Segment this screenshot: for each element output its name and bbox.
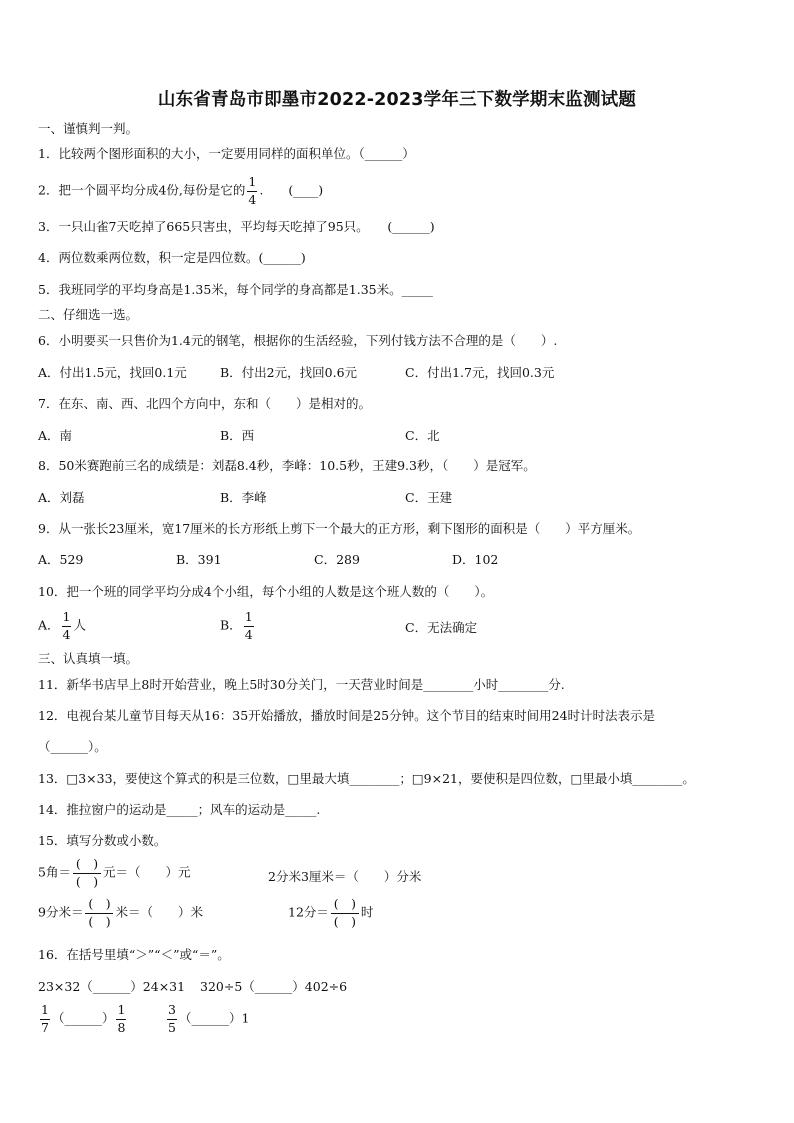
question-2 [38,176,323,206]
q7-option-a: A．南 [38,428,73,443]
q15-text: 5角＝ [38,864,71,880]
fraction-denominator: 7 [41,1019,49,1035]
question-3: 3．一只山雀7天吃掉了665只害虫，平均每天吃掉了95只。 (______) [38,219,435,234]
comparison-blank: （______） [51,1010,115,1026]
q16-item-1: 23×32（______）24×31 [38,979,186,994]
fraction-denominator: 5 [168,1019,176,1035]
fraction [167,1004,177,1034]
question-8: 8．50米赛跑前三名的成绩是：刘磊8.4秒，李峰：10.5秒，王建9.3秒，（ ）是冠军。 [38,458,536,473]
question-6: 6．小明要买一只售价为1.4元的钢笔，根据你的生活经验，下列付钱方法不合理的是（ ）. [38,333,558,348]
q9-option-c: C．289 [314,552,360,567]
section-heading-3: 三、认真填一填。 [38,651,139,666]
q15-item-2: 2分米3厘米＝（ ）分米 [268,869,422,884]
question-2-text: 2．把一个圆平均分成4份,每份是它的 [38,182,246,198]
q15-text: 12分＝ [288,904,329,920]
q7-option-b: B．西 [220,428,255,443]
fraction-numerator: ( ) [88,896,111,911]
fraction [244,611,254,641]
fraction-numerator: 3 [168,1002,176,1017]
q9-option-d: D．102 [452,552,499,567]
q6-option-c: C．付出1.7元，找回0.3元 [405,365,555,380]
question-5: 5．我班同学的平均身高是1.35米，每个同学的身高都是1.35米。_____ [38,282,433,297]
fraction-numerator: 1 [117,1002,126,1017]
q10-option-a [38,611,86,641]
q15-text: 米＝（ ）米 [115,904,203,920]
fraction-numerator: 1 [248,174,257,189]
q10-option-b [220,611,256,641]
question-14: 14．推拉窗户的运动是_____；风车的运动是_____. [38,802,321,817]
fraction-numerator: ( ) [75,856,99,871]
q16-item-4 [165,1004,249,1034]
fraction-denominator: ( ) [331,913,359,929]
option-unit: 人 [73,617,86,633]
q10-option-c: C．无法确定 [405,620,478,635]
question-1: 1．比较两个图形面积的大小，一定要用同样的面积单位。（______） [38,146,415,161]
q16-item-2: 320÷5（______）402÷6 [200,979,348,994]
fraction [73,858,101,888]
question-16: 16．在括号里填“＞”“＜”或“＝”。 [38,947,230,962]
fraction [247,176,257,206]
q15-item-4 [288,898,373,928]
question-7: 7．在东、南、西、北四个方向中，东和（ ）是相对的。 [38,396,371,411]
comparison-blank: （______）1 [178,1010,250,1026]
section-heading-1: 一、谨慎判一判。 [38,121,139,136]
fraction [62,611,72,641]
question-15: 15．填写分数或小数。 [38,833,167,848]
q15-text: 时 [360,904,374,920]
question-2-blank: . (____) [259,182,324,198]
q6-option-b: B．付出2元，找回0.6元 [220,365,358,380]
fraction [331,898,359,928]
question-13: 13．□3×33，要使这个算式的积是三位数，□里最大填________；□9×21，要使积是四位数，□里最小填________。 [38,771,695,786]
fraction [40,1004,50,1034]
fraction-numerator: 1 [244,609,253,624]
fraction-denominator: ( ) [85,913,113,929]
question-10: 10．把一个班的同学平均分成4个小组，每个小组的人数是这个班人数的（ ）。 [38,584,494,599]
q15-item-1 [38,858,190,888]
question-12-line-2: （______）。 [38,739,107,754]
q8-option-c: C．王建 [405,490,453,505]
q8-option-b: B．李峰 [220,490,267,505]
fraction-denominator: 4 [248,191,257,207]
fraction-numerator: 1 [62,609,71,624]
fraction-denominator: 4 [62,626,71,642]
q9-option-b: B．391 [176,552,222,567]
q16-item-3 [38,1004,128,1034]
fraction-numerator: ( ) [333,896,357,911]
option-label: B． [220,617,242,633]
page-title: 山东省青岛市即墨市2022-2023学年三下数学期末监测试题 [157,90,637,110]
question-11: 11．新华书店早上8时开始营业，晚上5时30分关门，一天营业时间是________小时________分. [38,677,565,692]
fraction-denominator: ( ) [73,873,101,889]
q15-text: 9分米＝ [38,904,84,920]
fraction [85,898,113,928]
q8-option-a: A．刘磊 [38,490,85,505]
q15-item-3 [38,898,203,928]
fraction-numerator: 1 [41,1002,49,1017]
fraction-denominator: 4 [244,626,253,642]
fraction [116,1004,126,1034]
question-9: 9．从一张长23厘米，宽17厘米的长方形纸上剪下一个最大的正方形，剩下图形的面积是（ ）平方厘米。 [38,521,641,536]
q15-text: 元＝（ ）元 [102,864,191,880]
question-4: 4．两位数乘两位数，积一定是四位数。(______) [38,250,306,265]
q6-option-a: A．付出1.5元，找回0.1元 [38,365,187,380]
section-heading-2: 二、仔细选一选。 [38,307,139,322]
q7-option-c: C．北 [405,428,440,443]
question-12-line-1: 12．电视台某儿童节目每天从16：35开始播放，播放时间是25分钟。这个节目的结束时间用24时计时法表示是 [38,708,656,723]
q9-option-a: A．529 [38,552,84,567]
fraction-denominator: 8 [117,1019,126,1035]
option-label: A． [38,617,60,633]
